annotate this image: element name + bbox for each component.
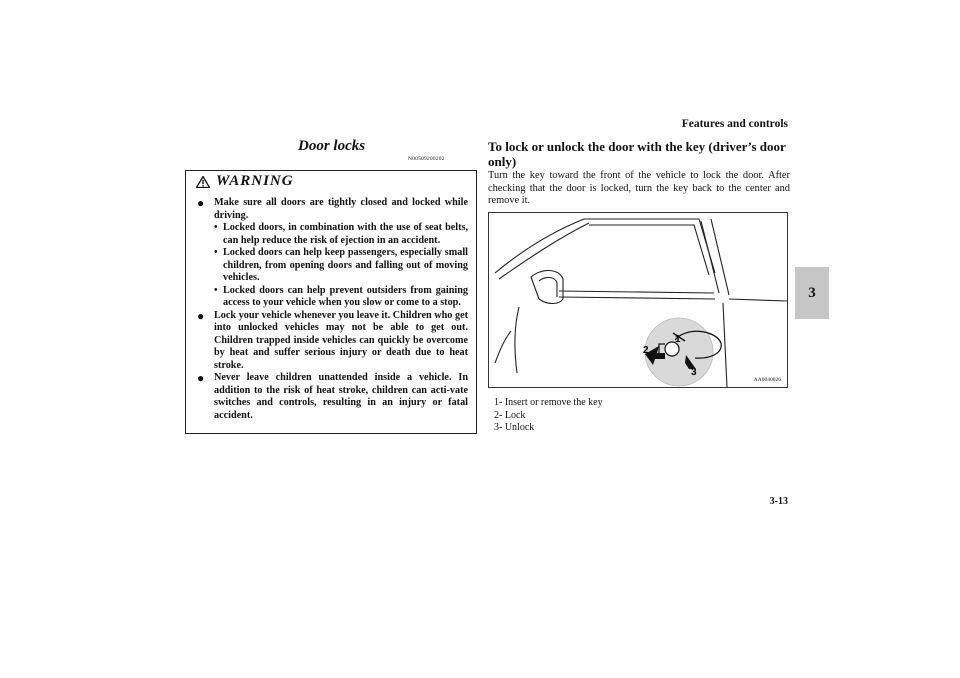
warning-item (196, 372, 468, 422)
sub-bullet-icon: • (214, 222, 218, 233)
warning-triangle-icon (196, 176, 210, 188)
label-2: 2 (643, 345, 649, 356)
procedure-heading: To lock or unlock the door with the key (driver’s door only) (488, 139, 786, 169)
warning-subitem-text: Locked doors can help prevent outsiders from gaining access to your vehicle when you slow or come to a stop. (223, 284, 468, 308)
procedure-text: Turn the key toward the front of the vehicle to lock the door. After checking that the door is locked, turn the key back to the center and remove it. (488, 170, 790, 207)
warning-item-text: Make sure all doors are tightly closed and locked while driving. (214, 197, 468, 221)
warning-title: WARNING (216, 173, 294, 189)
chapter-tab: 3 (795, 267, 829, 319)
bullet-icon: ● (197, 308, 205, 323)
figure-legend (494, 397, 603, 435)
warning-body (196, 197, 468, 422)
warning-subitem-text: Locked doors, in combination with the use of seat belts, can help reduce the risk of ejection in an accident. (223, 222, 468, 246)
header-title: Features and controls (681, 118, 788, 130)
warning-item-text: Lock your vehicle whenever you leave it. Children who get into unlocked vehicles may not be able to get out. Children trapped inside vehicles can quickly be overcome by heat and suffer serious injury or death due to heat stroke. (214, 309, 468, 371)
warning-subitem (214, 247, 468, 285)
legend-item: 3- Unlock (494, 422, 535, 434)
door-key-illustration (488, 212, 788, 388)
bullet-icon: ● (197, 196, 205, 210)
label-3: 3 (691, 367, 697, 378)
legend-item: 1- Insert or remove the key (494, 397, 603, 408)
warning-item-text: Never leave children unattended inside a vehicle. In addition to the risk of heat stroke, children can acti-vate switches and controls, resulting in an injury or fatal accident. (214, 372, 468, 421)
warning-header (186, 171, 476, 193)
section-title: Door locks (298, 138, 366, 154)
page-number: 3-13 (769, 496, 788, 507)
warning-item (196, 197, 468, 310)
car-door-drawing (489, 213, 787, 387)
warning-subitem-text: Locked doors can help keep passengers, especially small children, from opening doors and falling out of moving vehicles. (223, 247, 468, 283)
warning-item (196, 310, 468, 373)
warning-subitem (214, 222, 468, 247)
section-code: N00509200202 (408, 156, 445, 162)
label-1: 1 (675, 334, 681, 345)
warning-box (185, 170, 477, 434)
bullet-icon: ● (197, 371, 205, 385)
legend-item: 2- Lock (494, 409, 526, 421)
warning-subitem (214, 285, 468, 310)
figure-code: AA0040026 (753, 377, 781, 383)
sub-bullet-icon: • (214, 247, 218, 258)
sub-bullet-icon: • (214, 284, 218, 296)
